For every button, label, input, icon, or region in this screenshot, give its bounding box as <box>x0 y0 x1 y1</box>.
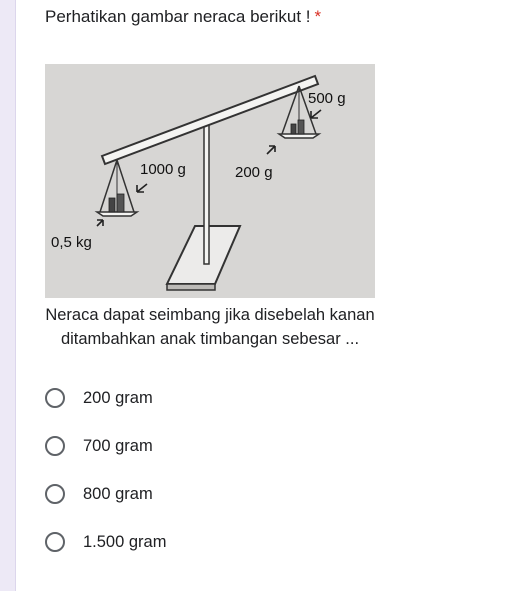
label-right-pan: 500 g <box>308 90 346 107</box>
balance-scale-drawing <box>45 64 375 298</box>
left-pan <box>97 160 137 216</box>
option-label: 700 gram <box>83 437 153 455</box>
scale-beam <box>102 76 318 164</box>
label-right-mid: 200 g <box>235 164 273 181</box>
option-label: 200 gram <box>83 389 153 407</box>
question-title-text: Perhatikan gambar neraca berikut ! <box>45 7 311 26</box>
answer-options <box>45 386 166 578</box>
option-label: 1.500 gram <box>83 533 167 551</box>
question-caption: Neraca dapat seimbang jika disebelah kanan ditambahkan anak timbangan sebesar ... <box>45 306 375 348</box>
radio-button-icon[interactable] <box>45 388 65 408</box>
question-title <box>45 6 321 28</box>
scale-base-side <box>167 284 215 290</box>
label-left-pan: 1000 g <box>140 161 186 178</box>
question-card <box>16 0 523 591</box>
radio-button-icon[interactable] <box>45 436 65 456</box>
option-200-gram[interactable] <box>45 386 166 410</box>
required-asterisk: * <box>314 7 322 26</box>
radio-button-icon[interactable] <box>45 484 65 504</box>
form-left-accent <box>0 0 16 591</box>
option-700-gram[interactable] <box>45 434 166 458</box>
radio-button-icon[interactable] <box>45 532 65 552</box>
balance-scale-image <box>45 64 375 298</box>
label-left-weight: 0,5 kg <box>51 234 92 251</box>
option-800-gram[interactable] <box>45 482 166 506</box>
option-label: 800 gram <box>83 485 153 503</box>
scale-pole <box>204 124 209 264</box>
option-1500-gram[interactable] <box>45 530 166 554</box>
